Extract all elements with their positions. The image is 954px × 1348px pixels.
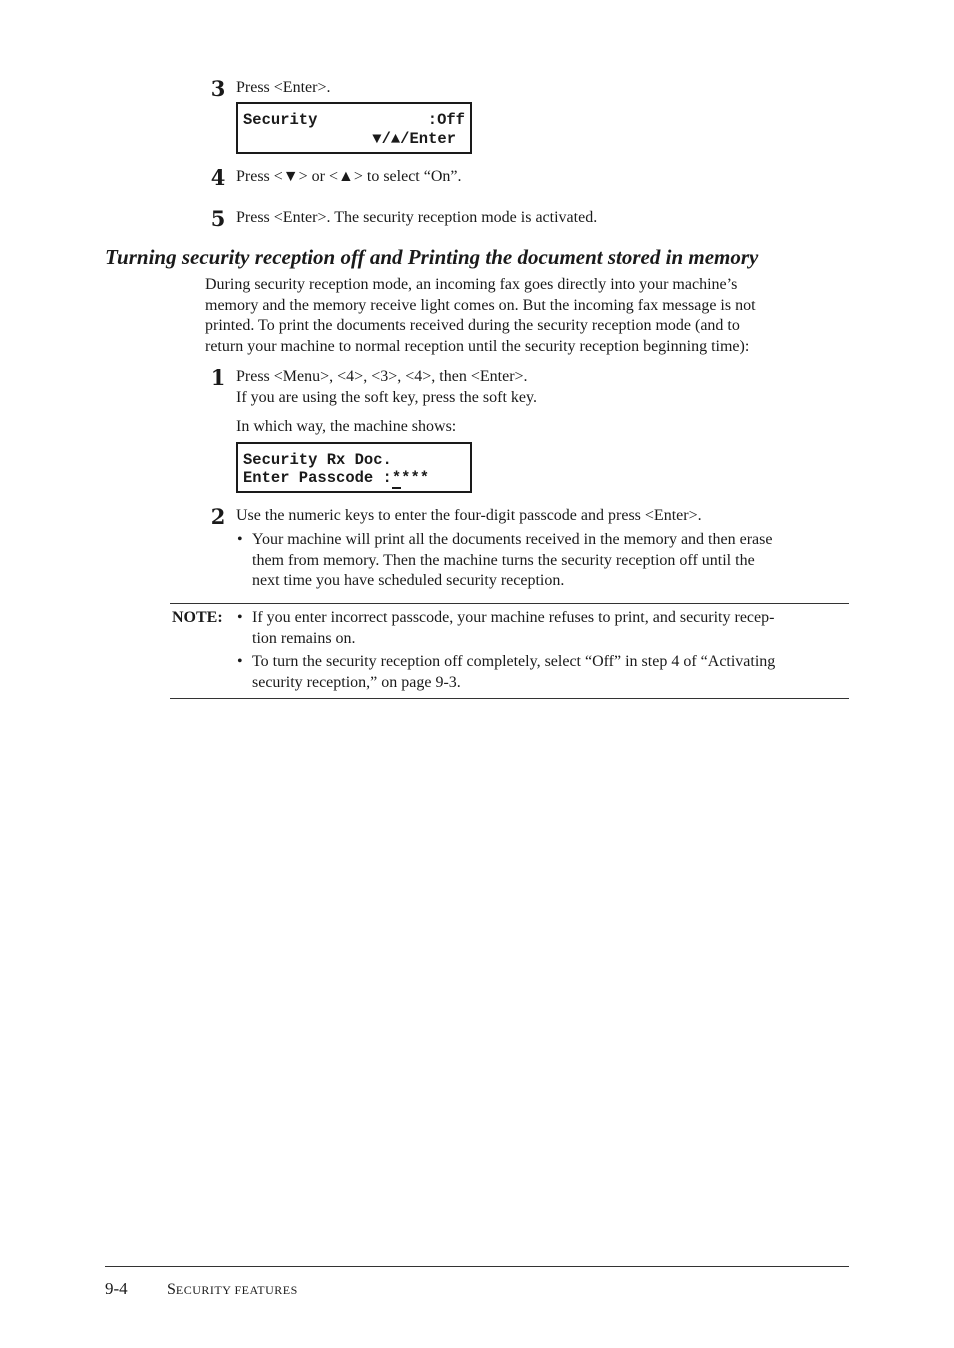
step-number-3: 3 — [210, 76, 226, 101]
footer-rule — [105, 1266, 849, 1267]
intro-paragraph — [205, 275, 756, 357]
footer-page-number: 9-4 — [105, 1279, 128, 1298]
lcd-display-security — [236, 102, 472, 154]
bullet-line: next time you have scheduled security reception. — [252, 572, 565, 589]
intro-line: During security reception mode, an incoming fax goes directly into your machine’s — [205, 276, 738, 293]
note-line: To turn the security reception off completely, select “Off” in step 4 of “Activating — [252, 653, 776, 670]
step-1-line1: Press <Menu>, <4>, <3>, <4>, then <Enter>. — [236, 368, 528, 385]
lcd-line2: ▼/▲/Enter — [372, 130, 456, 148]
note-line: If you enter incorrect passcode, your machine refuses to print, and security recep- — [252, 609, 775, 626]
step-number-1: 1 — [210, 365, 226, 390]
step-number-5: 5 — [210, 206, 226, 231]
lcd2-line2-rest: *** — [401, 469, 430, 487]
step-1-line3: In which way, the machine shows: — [236, 418, 457, 435]
bullet-line: them from memory. Then the machine turns the security reception off until the — [252, 551, 755, 569]
step-5-text: Press <Enter>. The security reception mode is activated. — [236, 209, 598, 226]
intro-line: return your machine to normal reception until the security reception beginning time): — [205, 337, 750, 355]
note-label: NOTE: — [172, 609, 223, 626]
lcd2-line1: Security Rx Doc. — [243, 451, 392, 469]
intro-line: memory and the memory receive light comes on. But the incoming fax message is not — [205, 296, 756, 314]
note-item-1 — [252, 608, 774, 649]
step-4-text: Press <▼> or <▲> to select “On”. — [236, 168, 462, 185]
lcd2-line2 — [243, 469, 429, 487]
bullet-icon: • — [237, 609, 243, 626]
footer-section-initial: S — [167, 1281, 176, 1298]
step-2-line1: Use the numeric keys to enter the four-digit passcode and press <Enter>. — [236, 507, 702, 524]
note-line: tion remains on. — [252, 629, 356, 647]
note-item-2 — [252, 652, 775, 693]
bullet-icon: • — [237, 531, 243, 548]
section-heading: Turning security reception off and Printing the document stored in memory — [105, 245, 759, 269]
note-bottom-rule — [170, 698, 849, 699]
footer-section-title — [167, 1280, 298, 1301]
lcd2-line2-prefix: Enter Passcode : — [243, 469, 392, 487]
step-3-text: Press <Enter>. — [236, 79, 331, 96]
intro-line: printed. To print the documents received during the security reception mode (and to — [205, 317, 740, 334]
lcd-display-passcode — [236, 442, 472, 493]
step-number-2: 2 — [210, 504, 226, 529]
note-line: security reception,” on page 9-3. — [252, 673, 461, 691]
note-top-rule — [170, 603, 849, 604]
lcd2-cursor: * — [391, 469, 402, 487]
footer-section-rest: ECURITY FEATURES — [175, 1283, 298, 1297]
step-1-line2: If you are using the soft key, press the soft key. — [236, 389, 537, 406]
step-number-4: 4 — [210, 165, 226, 190]
lcd-line1-right: :Off — [427, 111, 465, 129]
bullet-icon: • — [237, 653, 243, 670]
bullet-line: Your machine will print all the documents received in the memory and then erase — [252, 531, 773, 548]
step-2-bullet-text — [252, 530, 772, 592]
lcd-line1-left: Security — [243, 111, 318, 129]
